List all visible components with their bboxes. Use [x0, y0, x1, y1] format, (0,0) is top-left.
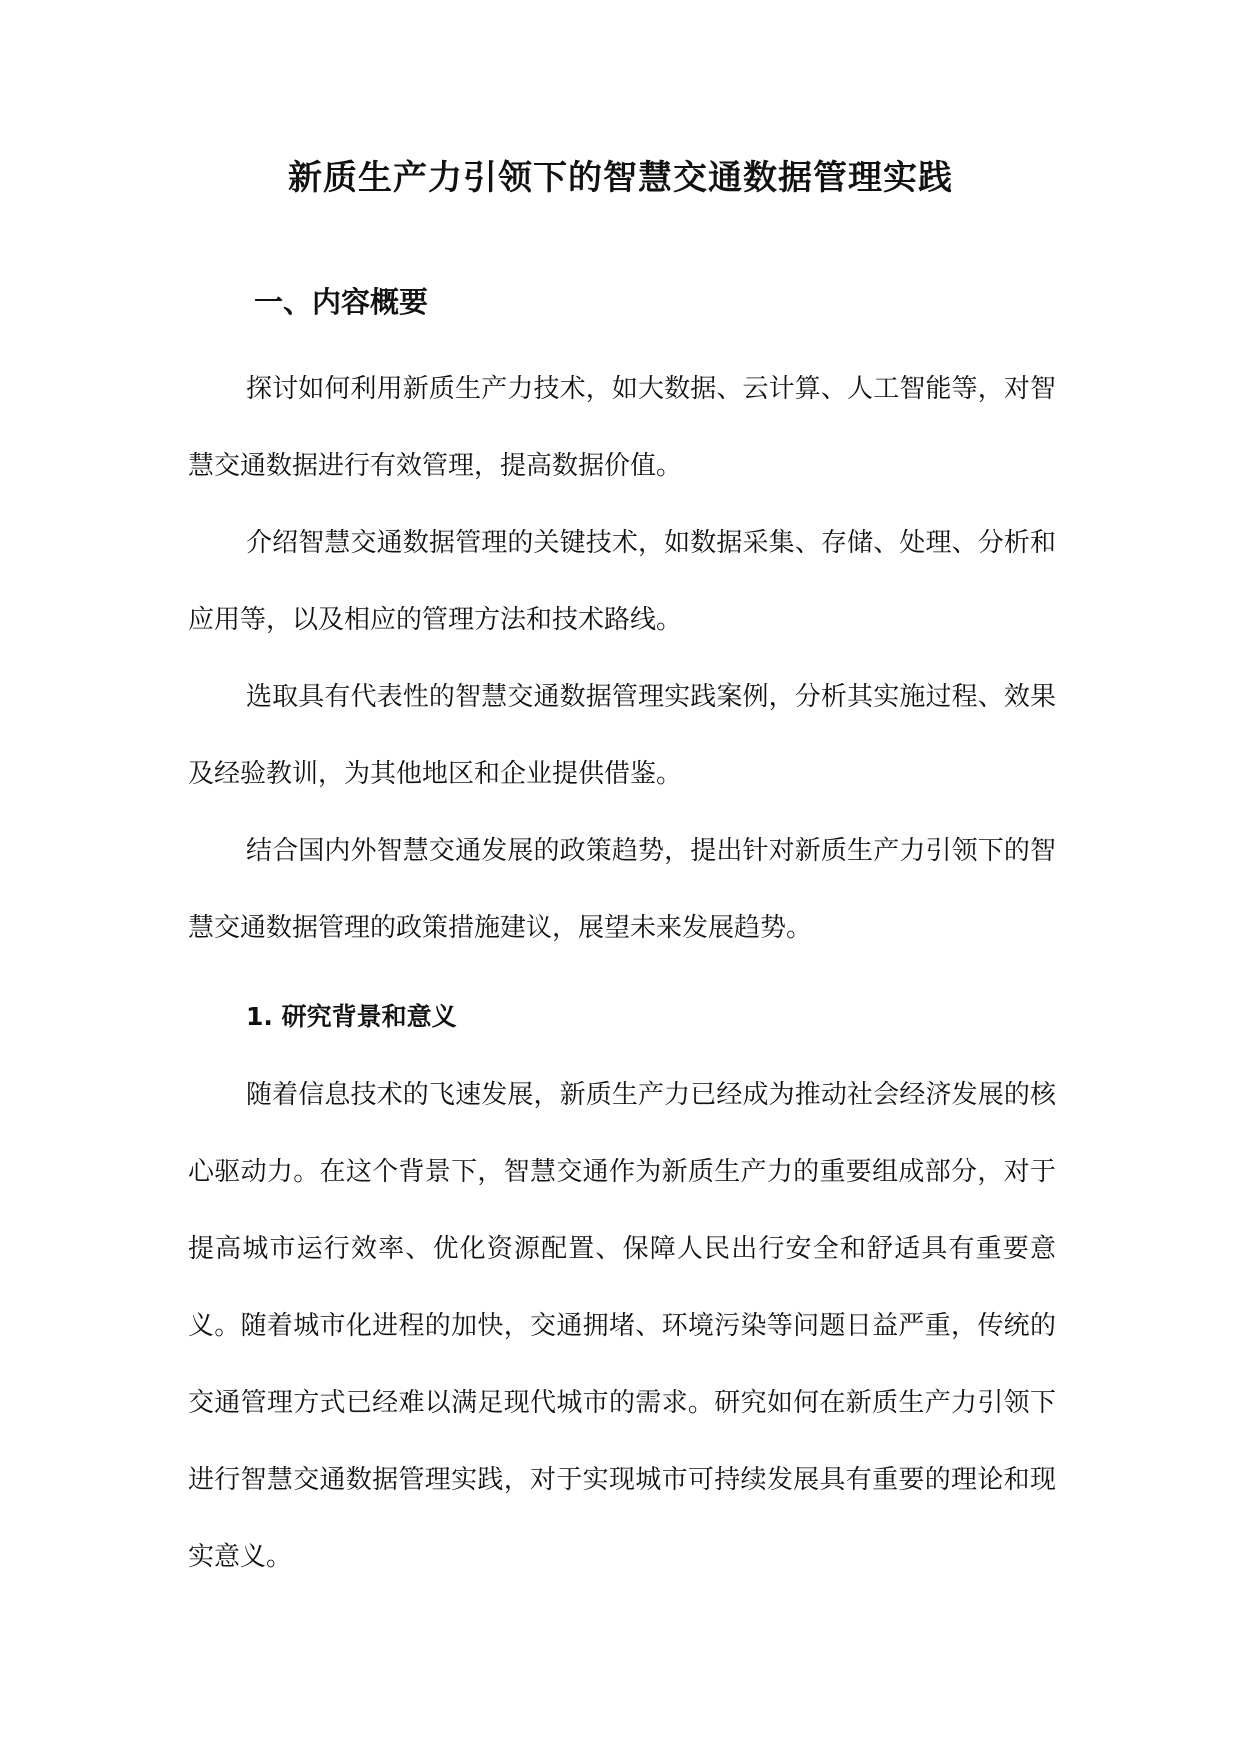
overview-paragraph: 探讨如何利用新质生产力技术，如大数据、云计算、人工智能等，对智慧交通数据进行有效管理，提高数据价值。 — [188, 374, 1056, 481]
overview-paragraph: 结合国内外智慧交通发展的政策趋势，提出针对新质生产力引领下的智慧交通数据管理的政策措施建议，展望未来发展趋势。 — [188, 836, 1056, 943]
background-paragraph: 随着信息技术的飞速发展，新质生产力已经成为推动社会经济发展的核心驱动力。在这个背景下，智慧交通作为新质生产力的重要组成部分，对于提高城市运行效率、优化资源配置、保障人民出行安全和舒适具有重要意义。随着城市化进程的加快，交通拥堵、环境污染等问题日益严重，传统的交通管理方式已经难以满足现代城市的需求。研究如何在新质生产力引领下进行智慧交通数据管理实践，对于实现城市可持续发展具有重要的理论和现实意义。 — [188, 1080, 1056, 1572]
subsection-heading-background: 1. 研究背景和意义 — [246, 1002, 457, 1031]
overview-paragraph: 选取具有代表性的智慧交通数据管理实践案例，分析其实施过程、效果及经验教训，为其他地区和企业提供借鉴。 — [188, 682, 1056, 789]
document-title: 新质生产力引领下的智慧交通数据管理实践 — [288, 158, 953, 198]
section-heading-overview: 一、内容概要 — [254, 285, 429, 319]
overview-paragraph: 介绍智慧交通数据管理的关键技术，如数据采集、存储、处理、分析和应用等，以及相应的管理方法和技术路线。 — [188, 528, 1056, 635]
